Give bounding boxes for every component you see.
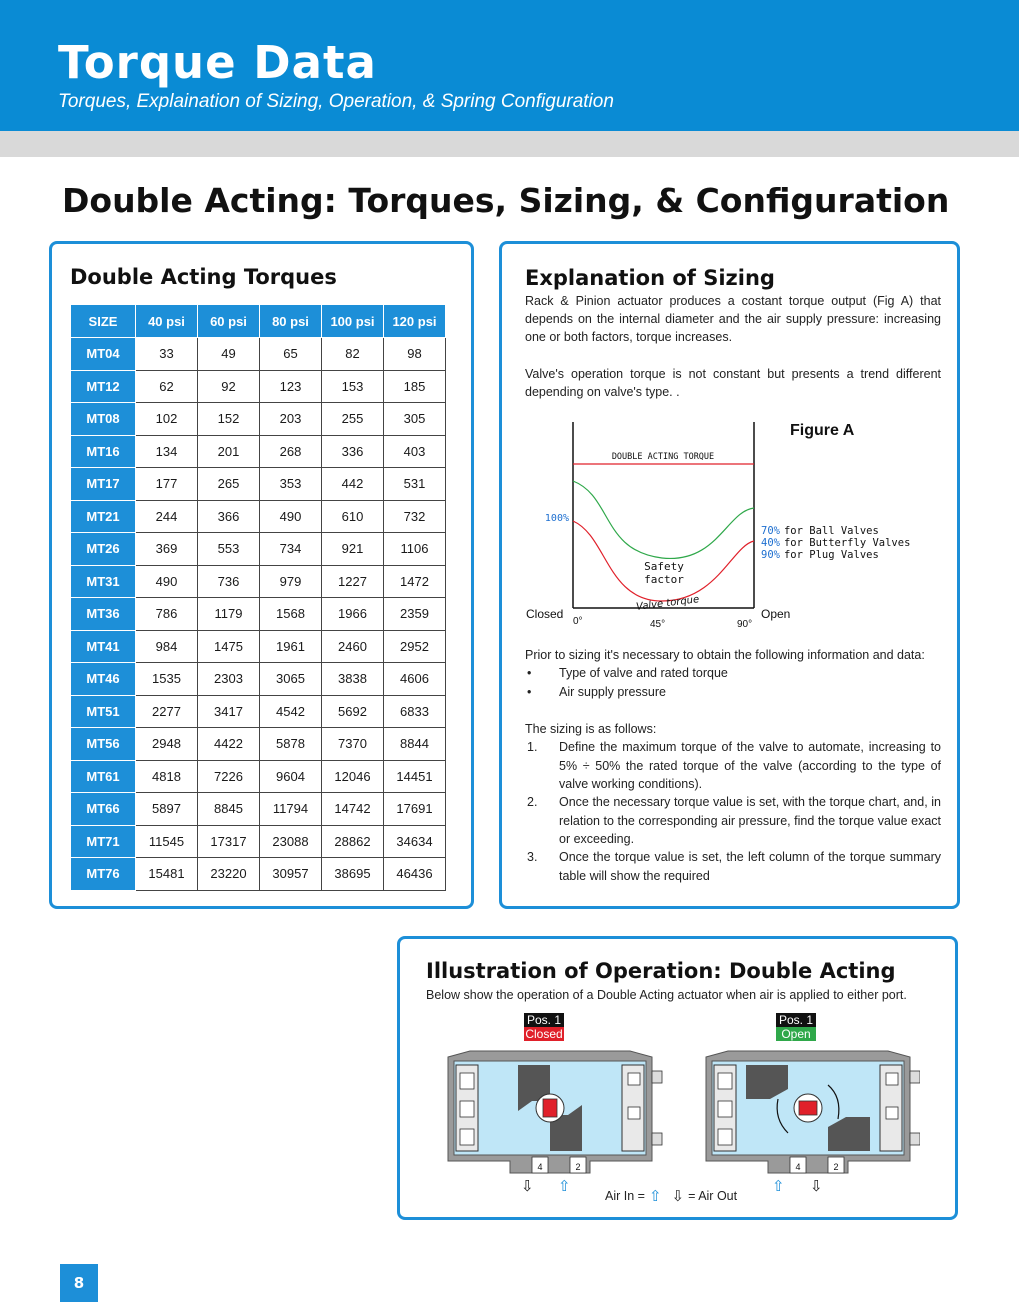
torque-cell: 2359 — [384, 598, 446, 631]
actuator-open-diagram — [706, 1051, 920, 1173]
sizing-panel — [499, 241, 960, 909]
svg-text:40%for Butterfly Valves — [761, 537, 910, 549]
torque-cell: 38695 — [322, 858, 384, 891]
size-cell: MT17 — [71, 468, 136, 501]
x-tick-label: 0° — [573, 616, 583, 627]
torque-cell: 23088 — [260, 825, 322, 858]
valve-type-label: for Plug Valves — [783, 549, 879, 561]
illustration-panel — [397, 936, 958, 1220]
torque-cell: 14742 — [322, 793, 384, 826]
table-row — [71, 435, 446, 468]
torque-cell: 6833 — [384, 695, 446, 728]
size-cell: MT76 — [71, 858, 136, 891]
size-cell: MT56 — [71, 728, 136, 761]
torque-cell: 244 — [136, 500, 198, 533]
size-cell: MT36 — [71, 598, 136, 631]
valve-type-label: for Butterfly Valves — [783, 537, 911, 549]
torque-cell: 33 — [136, 338, 198, 371]
torque-cell: 442 — [322, 468, 384, 501]
torque-cell: 2952 — [384, 630, 446, 663]
torque-cell: 1568 — [260, 598, 322, 631]
size-cell: MT51 — [71, 695, 136, 728]
torque-cell: 2948 — [136, 728, 198, 761]
table-row — [71, 728, 446, 761]
table-row — [71, 793, 446, 826]
torque-cell: 3065 — [260, 663, 322, 696]
x-tick-label: 90° — [737, 619, 753, 630]
torque-cell: 153 — [322, 370, 384, 403]
torque-cell: 14451 — [384, 760, 446, 793]
torque-cell: 1475 — [198, 630, 260, 663]
size-cell: MT21 — [71, 500, 136, 533]
x-tick-label: 45° — [650, 619, 666, 630]
torque-cell: 9604 — [260, 760, 322, 793]
torque-cell: 1472 — [384, 565, 446, 598]
size-cell: MT41 — [71, 630, 136, 663]
valve-pct-label: 70% — [761, 525, 780, 537]
air-out-arrow-icon: ⇩ — [521, 1177, 534, 1195]
torque-cell: 17317 — [198, 825, 260, 858]
torque-cell: 134 — [136, 435, 198, 468]
torque-cell: 65 — [260, 338, 322, 371]
torque-cell: 4542 — [260, 695, 322, 728]
valve-pct-label: 90% — [761, 549, 780, 561]
torque-cell: 490 — [260, 500, 322, 533]
header-divider — [0, 131, 1019, 157]
torque-cell: 11794 — [260, 793, 322, 826]
torque-cell: 2460 — [322, 630, 384, 663]
figure-caption: Figure A — [790, 422, 855, 439]
torque-cell: 921 — [322, 533, 384, 566]
table-row — [71, 858, 446, 891]
table-row — [71, 825, 446, 858]
column-header-pressure: 100 psi — [322, 305, 384, 338]
torque-cell: 734 — [260, 533, 322, 566]
page-subtitle: Torques, Explaination of Sizing, Operation, & Spring Configuration — [58, 91, 614, 112]
torque-cell: 305 — [384, 403, 446, 436]
torque-cell: 8844 — [384, 728, 446, 761]
torque-cell: 5897 — [136, 793, 198, 826]
size-cell: MT08 — [71, 403, 136, 436]
torque-cell: 336 — [322, 435, 384, 468]
torque-cell: 2277 — [136, 695, 198, 728]
table-body — [71, 338, 446, 891]
torque-cell: 8845 — [198, 793, 260, 826]
table-header-row — [71, 305, 446, 338]
torque-cell: 531 — [384, 468, 446, 501]
torque-cell: 12046 — [322, 760, 384, 793]
page-title: Torque Data — [58, 36, 377, 89]
air-in-label: Air In = — [605, 1189, 645, 1203]
torques-title: Double Acting Torques — [70, 265, 337, 289]
actuator-illustrations — [440, 1049, 920, 1189]
torque-cell: 7226 — [198, 760, 260, 793]
torque-cell: 98 — [384, 338, 446, 371]
illustration-description: Below show the operation of a Double Acting actuator when air is applied to either port. — [426, 988, 907, 1002]
torque-cell: 369 — [136, 533, 198, 566]
green-curve — [573, 481, 754, 558]
torque-cell: 2303 — [198, 663, 260, 696]
torque-cell: 490 — [136, 565, 198, 598]
air-out-arrow-icon: ⇩ — [810, 1177, 823, 1195]
actuator-closed-diagram — [448, 1051, 662, 1173]
torque-table — [70, 304, 446, 891]
valve-pct-label: 40% — [761, 537, 780, 549]
torque-cell: 34634 — [384, 825, 446, 858]
size-cell: MT46 — [71, 663, 136, 696]
factor-label: factor — [644, 573, 684, 586]
table-row — [71, 565, 446, 598]
air-out-label: = Air Out — [688, 1189, 738, 1203]
table-row — [71, 760, 446, 793]
safety-label: Safety — [644, 560, 684, 573]
size-cell: MT61 — [71, 760, 136, 793]
page-number: 8 — [60, 1264, 98, 1302]
torque-cell: 203 — [260, 403, 322, 436]
size-cell: MT71 — [71, 825, 136, 858]
torque-cell: 49 — [198, 338, 260, 371]
torque-cell: 152 — [198, 403, 260, 436]
column-header-pressure: 60 psi — [198, 305, 260, 338]
air-in-arrow-icon: ⇧ — [772, 1177, 785, 1195]
torque-cell: 255 — [322, 403, 384, 436]
torque-cell: 1966 — [322, 598, 384, 631]
da-torque-label: DOUBLE ACTING TORQUE — [611, 452, 715, 462]
column-header-pressure: 80 psi — [260, 305, 322, 338]
step-item: 2. Once the necessary torque value is set, with the torque chart, and, in relation to the corresponding air pressure, find the torque value exact or exceeding. — [527, 795, 941, 846]
table-row — [71, 598, 446, 631]
torque-cell: 1535 — [136, 663, 198, 696]
pos-open-label: Pos. 1 Open — [776, 1013, 816, 1041]
section-title: Double Acting: Torques, Sizing, & Configuration — [62, 181, 950, 220]
table-row — [71, 500, 446, 533]
torque-cell: 17691 — [384, 793, 446, 826]
air-in-arrow-icon: ⇧ — [558, 1177, 571, 1195]
torque-cell: 984 — [136, 630, 198, 663]
air-out-arrow-icon: ⇩ — [671, 1188, 685, 1205]
step-item: 1. Define the maximum torque of the valve to automate, increasing to 5% ÷ 50% the rated torque of the valve (according to the type of valve working conditions). — [527, 740, 941, 791]
steps-intro: The sizing is as follows: — [525, 722, 657, 736]
size-cell: MT12 — [71, 370, 136, 403]
svg-text:4: 4 — [795, 1162, 801, 1172]
torque-cell: 28862 — [322, 825, 384, 858]
column-header-pressure: 120 psi — [384, 305, 446, 338]
torque-cell: 786 — [136, 598, 198, 631]
sizing-para-2: Valve's operation torque is not constant but presents a trend different depending on valve's type. . — [525, 367, 941, 399]
pct-100-label: 100% — [544, 513, 569, 524]
torque-cell: 1106 — [384, 533, 446, 566]
torque-cell: 46436 — [384, 858, 446, 891]
table-row — [71, 403, 446, 436]
table-row — [71, 663, 446, 696]
torque-cell: 185 — [384, 370, 446, 403]
open-label: Open — [761, 607, 791, 621]
sizing-para-1: Rack & Pinion actuator produces a costant torque output (Fig A) that depends on the internal diameter and the air supply pressure: increasing one or both factors, torque increases. — [525, 294, 941, 344]
torque-cell: 4818 — [136, 760, 198, 793]
prior-text: Prior to sizing it's necessary to obtain the following information and data: — [525, 648, 925, 662]
torque-cell: 201 — [198, 435, 260, 468]
torque-cell: 610 — [322, 500, 384, 533]
air-in-arrow-icon: ⇧ — [648, 1188, 662, 1205]
torque-cell: 736 — [198, 565, 260, 598]
torque-cell: 403 — [384, 435, 446, 468]
figure-a-chart — [522, 416, 942, 631]
torque-cell: 82 — [322, 338, 384, 371]
svg-text:2: 2 — [575, 1162, 581, 1172]
torque-cell: 7370 — [322, 728, 384, 761]
table-row — [71, 338, 446, 371]
svg-text:4: 4 — [537, 1162, 543, 1172]
size-cell: MT31 — [71, 565, 136, 598]
torques-panel — [49, 241, 474, 909]
torque-cell: 1961 — [260, 630, 322, 663]
table-row — [71, 695, 446, 728]
torque-cell: 62 — [136, 370, 198, 403]
svg-text:2: 2 — [833, 1162, 839, 1172]
torque-cell: 5692 — [322, 695, 384, 728]
torque-cell: 102 — [136, 403, 198, 436]
torque-cell: 30957 — [260, 858, 322, 891]
torque-cell: 15481 — [136, 858, 198, 891]
bullet-item: • Air supply pressure — [527, 685, 666, 699]
torque-cell: 366 — [198, 500, 260, 533]
torque-cell: 5878 — [260, 728, 322, 761]
pos-closed-label: Pos. 1 Closed — [525, 1013, 563, 1041]
valve-type-label: for Ball Valves — [783, 525, 879, 537]
size-cell: MT04 — [71, 338, 136, 371]
torque-cell: 3417 — [198, 695, 260, 728]
column-header-pressure: 40 psi — [136, 305, 198, 338]
torque-cell: 732 — [384, 500, 446, 533]
torque-cell: 265 — [198, 468, 260, 501]
svg-text:70%for Ball Valves — [761, 525, 879, 537]
torque-cell: 92 — [198, 370, 260, 403]
torque-cell: 4422 — [198, 728, 260, 761]
size-cell: MT16 — [71, 435, 136, 468]
torque-cell: 3838 — [322, 663, 384, 696]
table-row — [71, 630, 446, 663]
torque-cell: 979 — [260, 565, 322, 598]
torque-cell: 268 — [260, 435, 322, 468]
size-cell: MT66 — [71, 793, 136, 826]
torque-cell: 353 — [260, 468, 322, 501]
size-cell: MT26 — [71, 533, 136, 566]
bullet-item: • Type of valve and rated torque — [527, 666, 728, 680]
torque-cell: 553 — [198, 533, 260, 566]
torque-cell: 123 — [260, 370, 322, 403]
torque-cell: 23220 — [198, 858, 260, 891]
torque-cell: 11545 — [136, 825, 198, 858]
table-row — [71, 370, 446, 403]
column-header-size: SIZE — [71, 305, 136, 338]
step-item: 3. Once the torque value is set, the left column of the torque summary table will show the required — [527, 850, 941, 883]
table-row — [71, 468, 446, 501]
svg-text:90%for Plug Valves — [761, 549, 879, 561]
sizing-title: Explanation of Sizing — [525, 266, 775, 290]
torque-cell: 4606 — [384, 663, 446, 696]
table-row — [71, 533, 446, 566]
page-header — [0, 0, 1019, 131]
closed-label: Closed — [526, 607, 564, 621]
illustration-title: Illustration of Operation: Double Acting — [426, 959, 896, 983]
valve-torque-label: Valve torque — [635, 594, 700, 613]
torque-cell: 177 — [136, 468, 198, 501]
air-legend — [605, 1187, 737, 1205]
torque-cell: 1179 — [198, 598, 260, 631]
torque-cell: 1227 — [322, 565, 384, 598]
